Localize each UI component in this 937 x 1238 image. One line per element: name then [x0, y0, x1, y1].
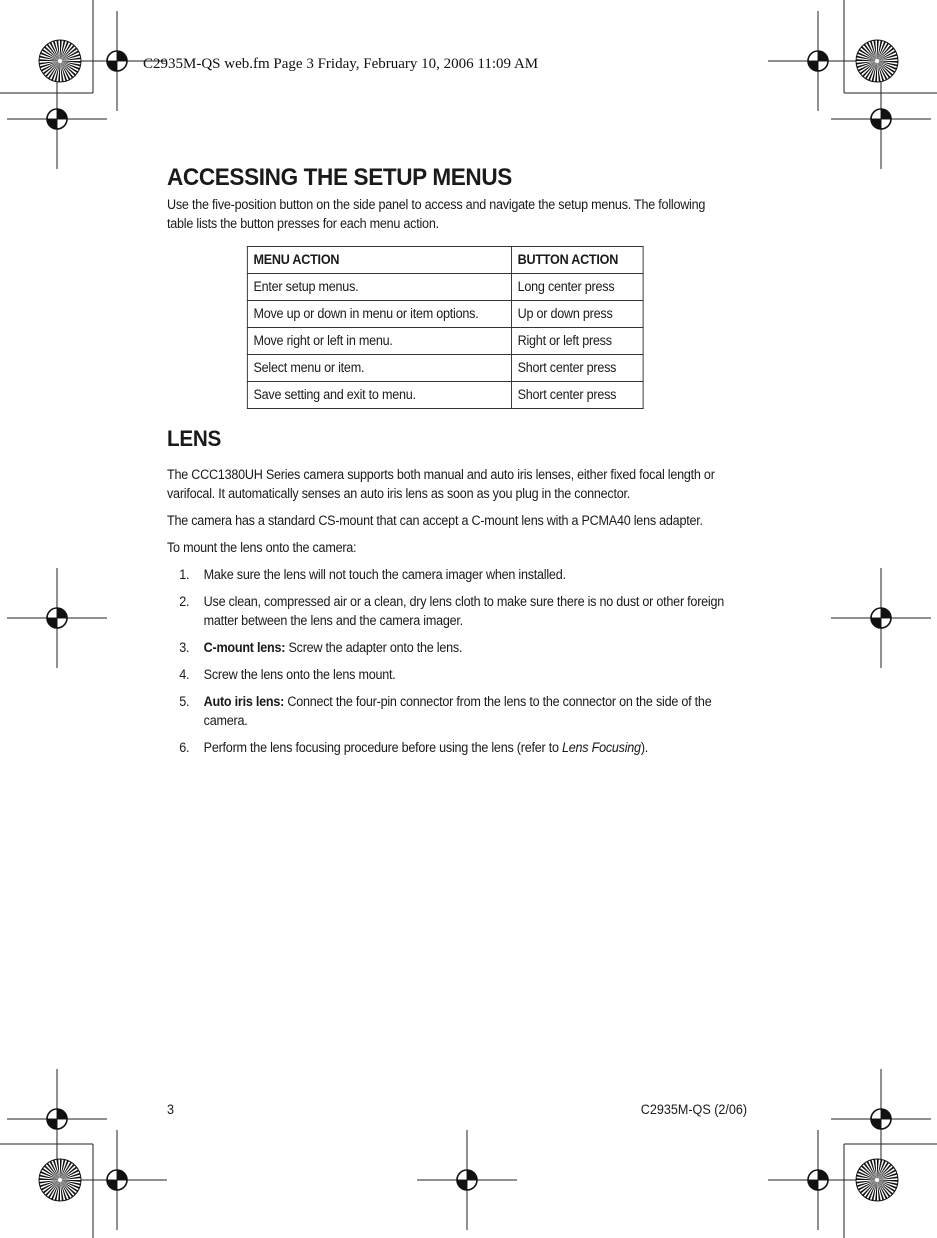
list-item [167, 665, 731, 684]
table-row [247, 301, 643, 328]
step-text: Connect the four-pin connector from the lens to the connector on the side of the camera. [203, 694, 712, 728]
registration-target-icon [7, 568, 107, 668]
step-text-end: ). [640, 740, 649, 755]
step-number: 6. [179, 740, 190, 755]
lens-paragraph-2: The camera has a standard CS-mount that can accept a C-mount lens with a PCMA40 lens adapter. [167, 513, 703, 528]
setup-menus-intro: Use the five-position button on the side panel to access and navigate the setup menus. The following table lists the button presses for each menu action. [167, 197, 706, 231]
menu-action-cell: Save setting and exit to menu. [247, 382, 511, 409]
column-header-button-action: BUTTON ACTION [512, 247, 644, 274]
starburst-mark-icon [39, 1159, 81, 1201]
lens-paragraph-3: To mount the lens onto the camera: [167, 540, 357, 555]
list-item [167, 592, 731, 630]
step-text: Screw the adapter onto the lens. [285, 640, 463, 655]
step-bold-label: C-mount lens: [203, 640, 286, 655]
registration-target-icon [7, 69, 107, 169]
lens-mount-steps [167, 565, 731, 757]
step-text: Use clean, compressed air or a clean, dry lens cloth to make sure there is no dust or other foreign matter between the lens and the camera imager. [203, 594, 725, 628]
column-header-menu-action: MENU ACTION [247, 247, 511, 274]
list-item [167, 692, 731, 730]
starburst-mark-icon [39, 40, 81, 82]
table-header-row [247, 247, 643, 274]
list-item [167, 638, 731, 657]
button-action-cell: Right or left press [512, 328, 644, 355]
step-number: 5. [179, 694, 190, 709]
registration-target-icon [7, 1069, 107, 1169]
page-number: 3 [167, 1102, 175, 1117]
step-number: 1. [179, 567, 190, 582]
registration-target-icon [417, 1130, 517, 1230]
table-row [247, 355, 643, 382]
step-bold-label: Auto iris lens: [203, 694, 285, 709]
step-text: Make sure the lens will not touch the camera imager when installed. [203, 567, 566, 582]
button-action-cell: Long center press [512, 274, 644, 301]
cross-reference-lens-focusing: Lens Focusing [562, 740, 641, 755]
menu-action-cell: Select menu or item. [247, 355, 511, 382]
menu-action-table [247, 246, 644, 409]
document-code: C2935M-QS (2/06) [640, 1102, 747, 1117]
registration-target-icon [831, 69, 931, 169]
registration-target-icon [768, 11, 868, 111]
starburst-mark-icon [856, 1159, 898, 1201]
table-row [247, 382, 643, 409]
list-item [167, 738, 731, 757]
table-row [247, 328, 643, 355]
starburst-mark-icon [856, 40, 898, 82]
page-content [167, 160, 731, 765]
step-number: 2. [179, 594, 190, 609]
step-number: 3. [179, 640, 190, 655]
step-text: Screw the lens onto the lens mount. [203, 667, 396, 682]
menu-action-cell: Enter setup menus. [247, 274, 511, 301]
list-item [167, 565, 731, 584]
step-text: Perform the lens focusing procedure before using the lens (refer to [203, 740, 563, 755]
button-action-cell: Short center press [512, 355, 644, 382]
table-row [247, 274, 643, 301]
step-number: 4. [179, 667, 190, 682]
menu-action-cell: Move right or left in menu. [247, 328, 511, 355]
menu-action-cell: Move up or down in menu or item options. [247, 301, 511, 328]
section-title-lens: LENS [167, 426, 222, 451]
section-title-setup-menus: ACCESSING THE SETUP MENUS [167, 164, 512, 191]
lens-paragraph-1: The CCC1380UH Series camera supports both manual and auto iris lenses, either fixed focal length or varifocal. It automatically senses an auto iris lens as soon as you plug in the connector. [167, 467, 715, 501]
registration-target-icon [768, 1130, 868, 1230]
button-action-cell: Short center press [512, 382, 644, 409]
registration-target-icon [67, 1130, 167, 1230]
registration-target-icon [831, 1069, 931, 1169]
registration-target-icon [831, 568, 931, 668]
button-action-cell: Up or down press [512, 301, 644, 328]
print-slug-line: C2935M-QS web.fm Page 3 Friday, February 10, 2006 11:09 AM [143, 56, 539, 72]
